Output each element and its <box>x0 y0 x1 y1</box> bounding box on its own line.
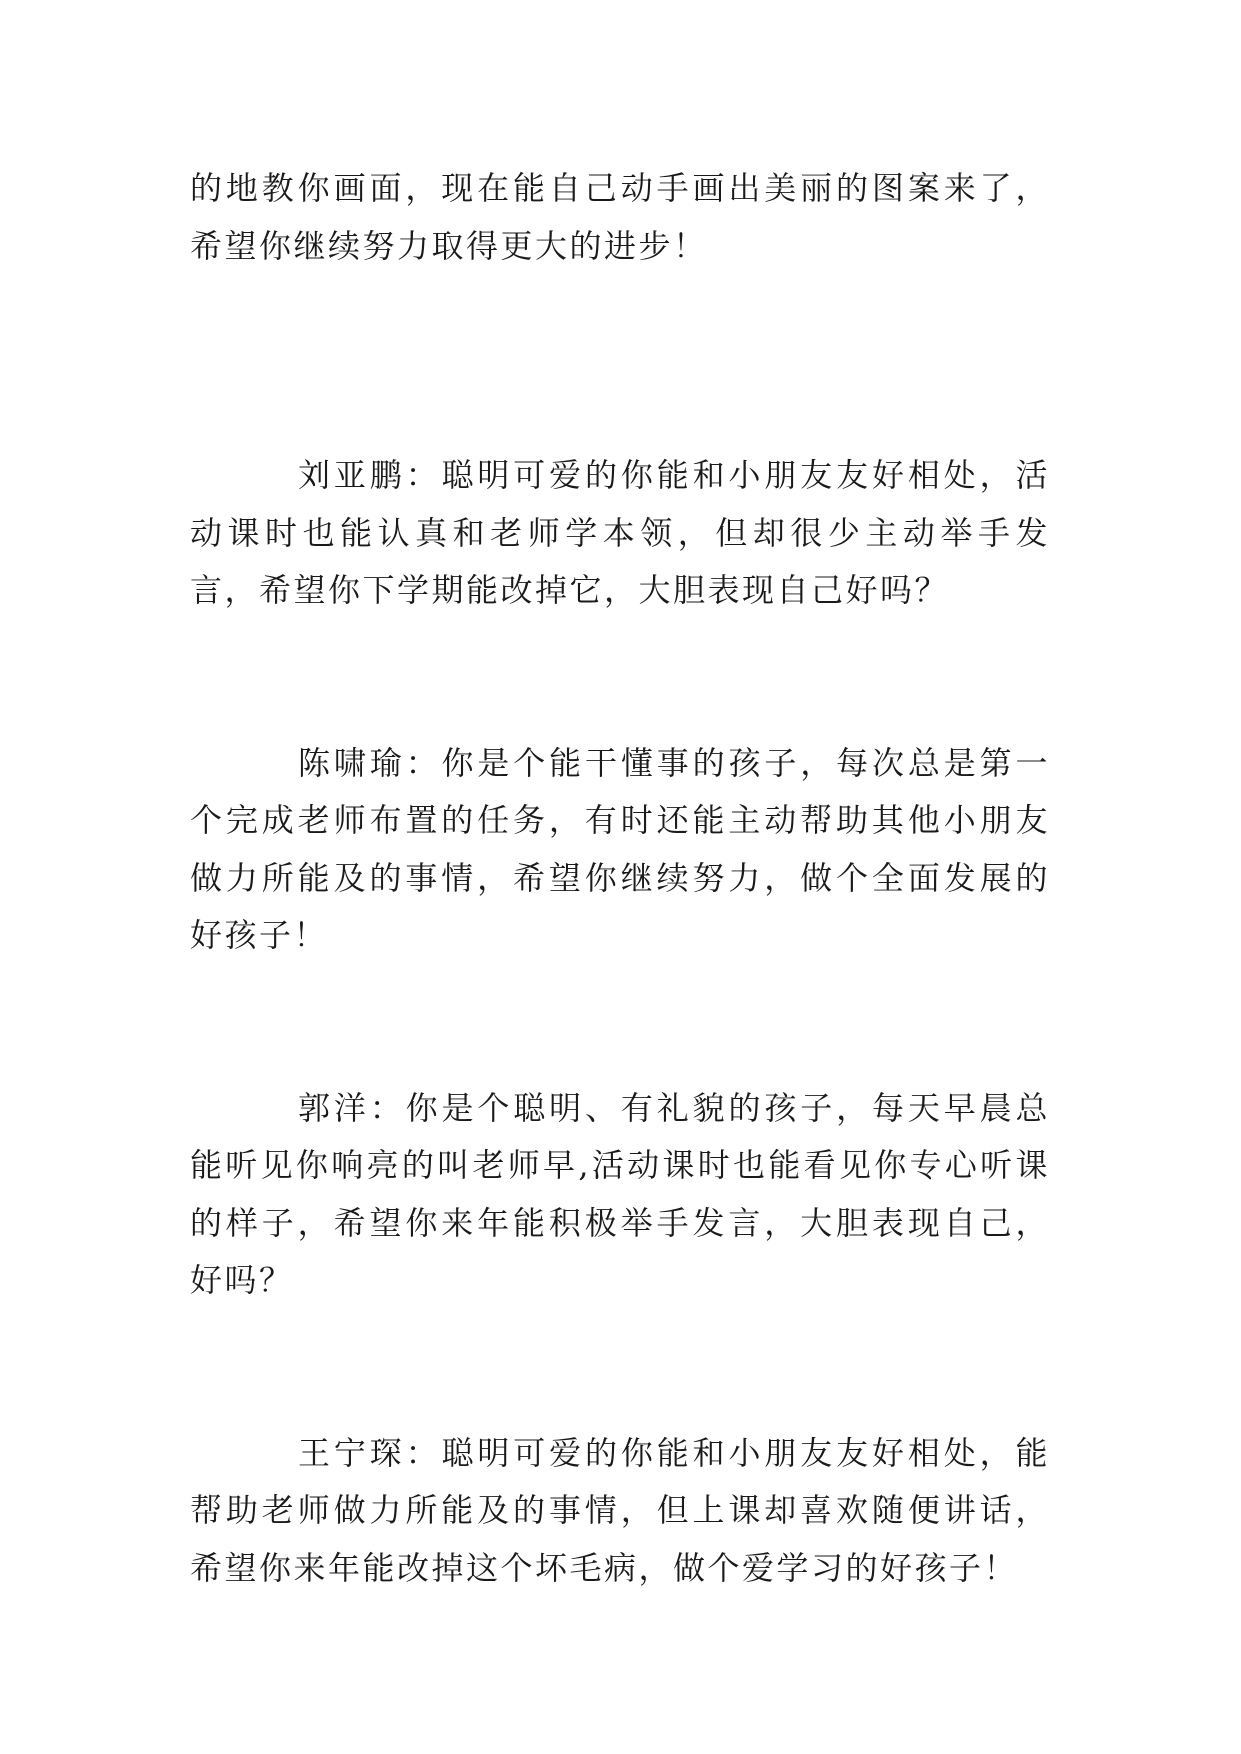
paragraph-spacer <box>190 1310 1050 1425</box>
student-comment-paragraph: 陈啸瑜：你是个能干懂事的孩子，每次总是第一个完成老师布置的任务，有时还能主动帮助其他小朋友做力所能及的事情，希望你继续努力，做个全面发展的好孩子！ <box>190 743 1050 954</box>
document-body <box>190 160 1050 1597</box>
student-comment-paragraph: 刘亚鹏：聪明可爱的你能和小朋友友好相处，活动课时也能认真和老师学本领，但却很少主动举手发言，希望你下学期能改掉它，大胆表现自己好吗？ <box>190 456 1050 609</box>
paragraph-spacer <box>190 965 1050 1080</box>
paragraph-spacer <box>190 275 1050 447</box>
paragraph-spacer <box>190 620 1050 735</box>
student-comment-paragraph: 王宁琛：聪明可爱的你能和小朋友友好相处，能帮助老师做力所能及的事情，但上课却喜欢随便讲话，希望你来年能改掉这个坏毛病，做个爱学习的好孩子！ <box>190 1433 1050 1587</box>
student-comment-paragraph: 郭洋：你是个聪明、有礼貌的孩子，每天早晨总能听见你响亮的叫老师早,活动课时也能看见你专心听课的样子，希望你来年能积极举手发言，大胆表现自己，好吗？ <box>190 1088 1050 1299</box>
continued-paragraph: 的地教你画面，现在能自己动手画出美丽的图案来了，希望你继续努力取得更大的进步！ <box>190 169 1050 265</box>
